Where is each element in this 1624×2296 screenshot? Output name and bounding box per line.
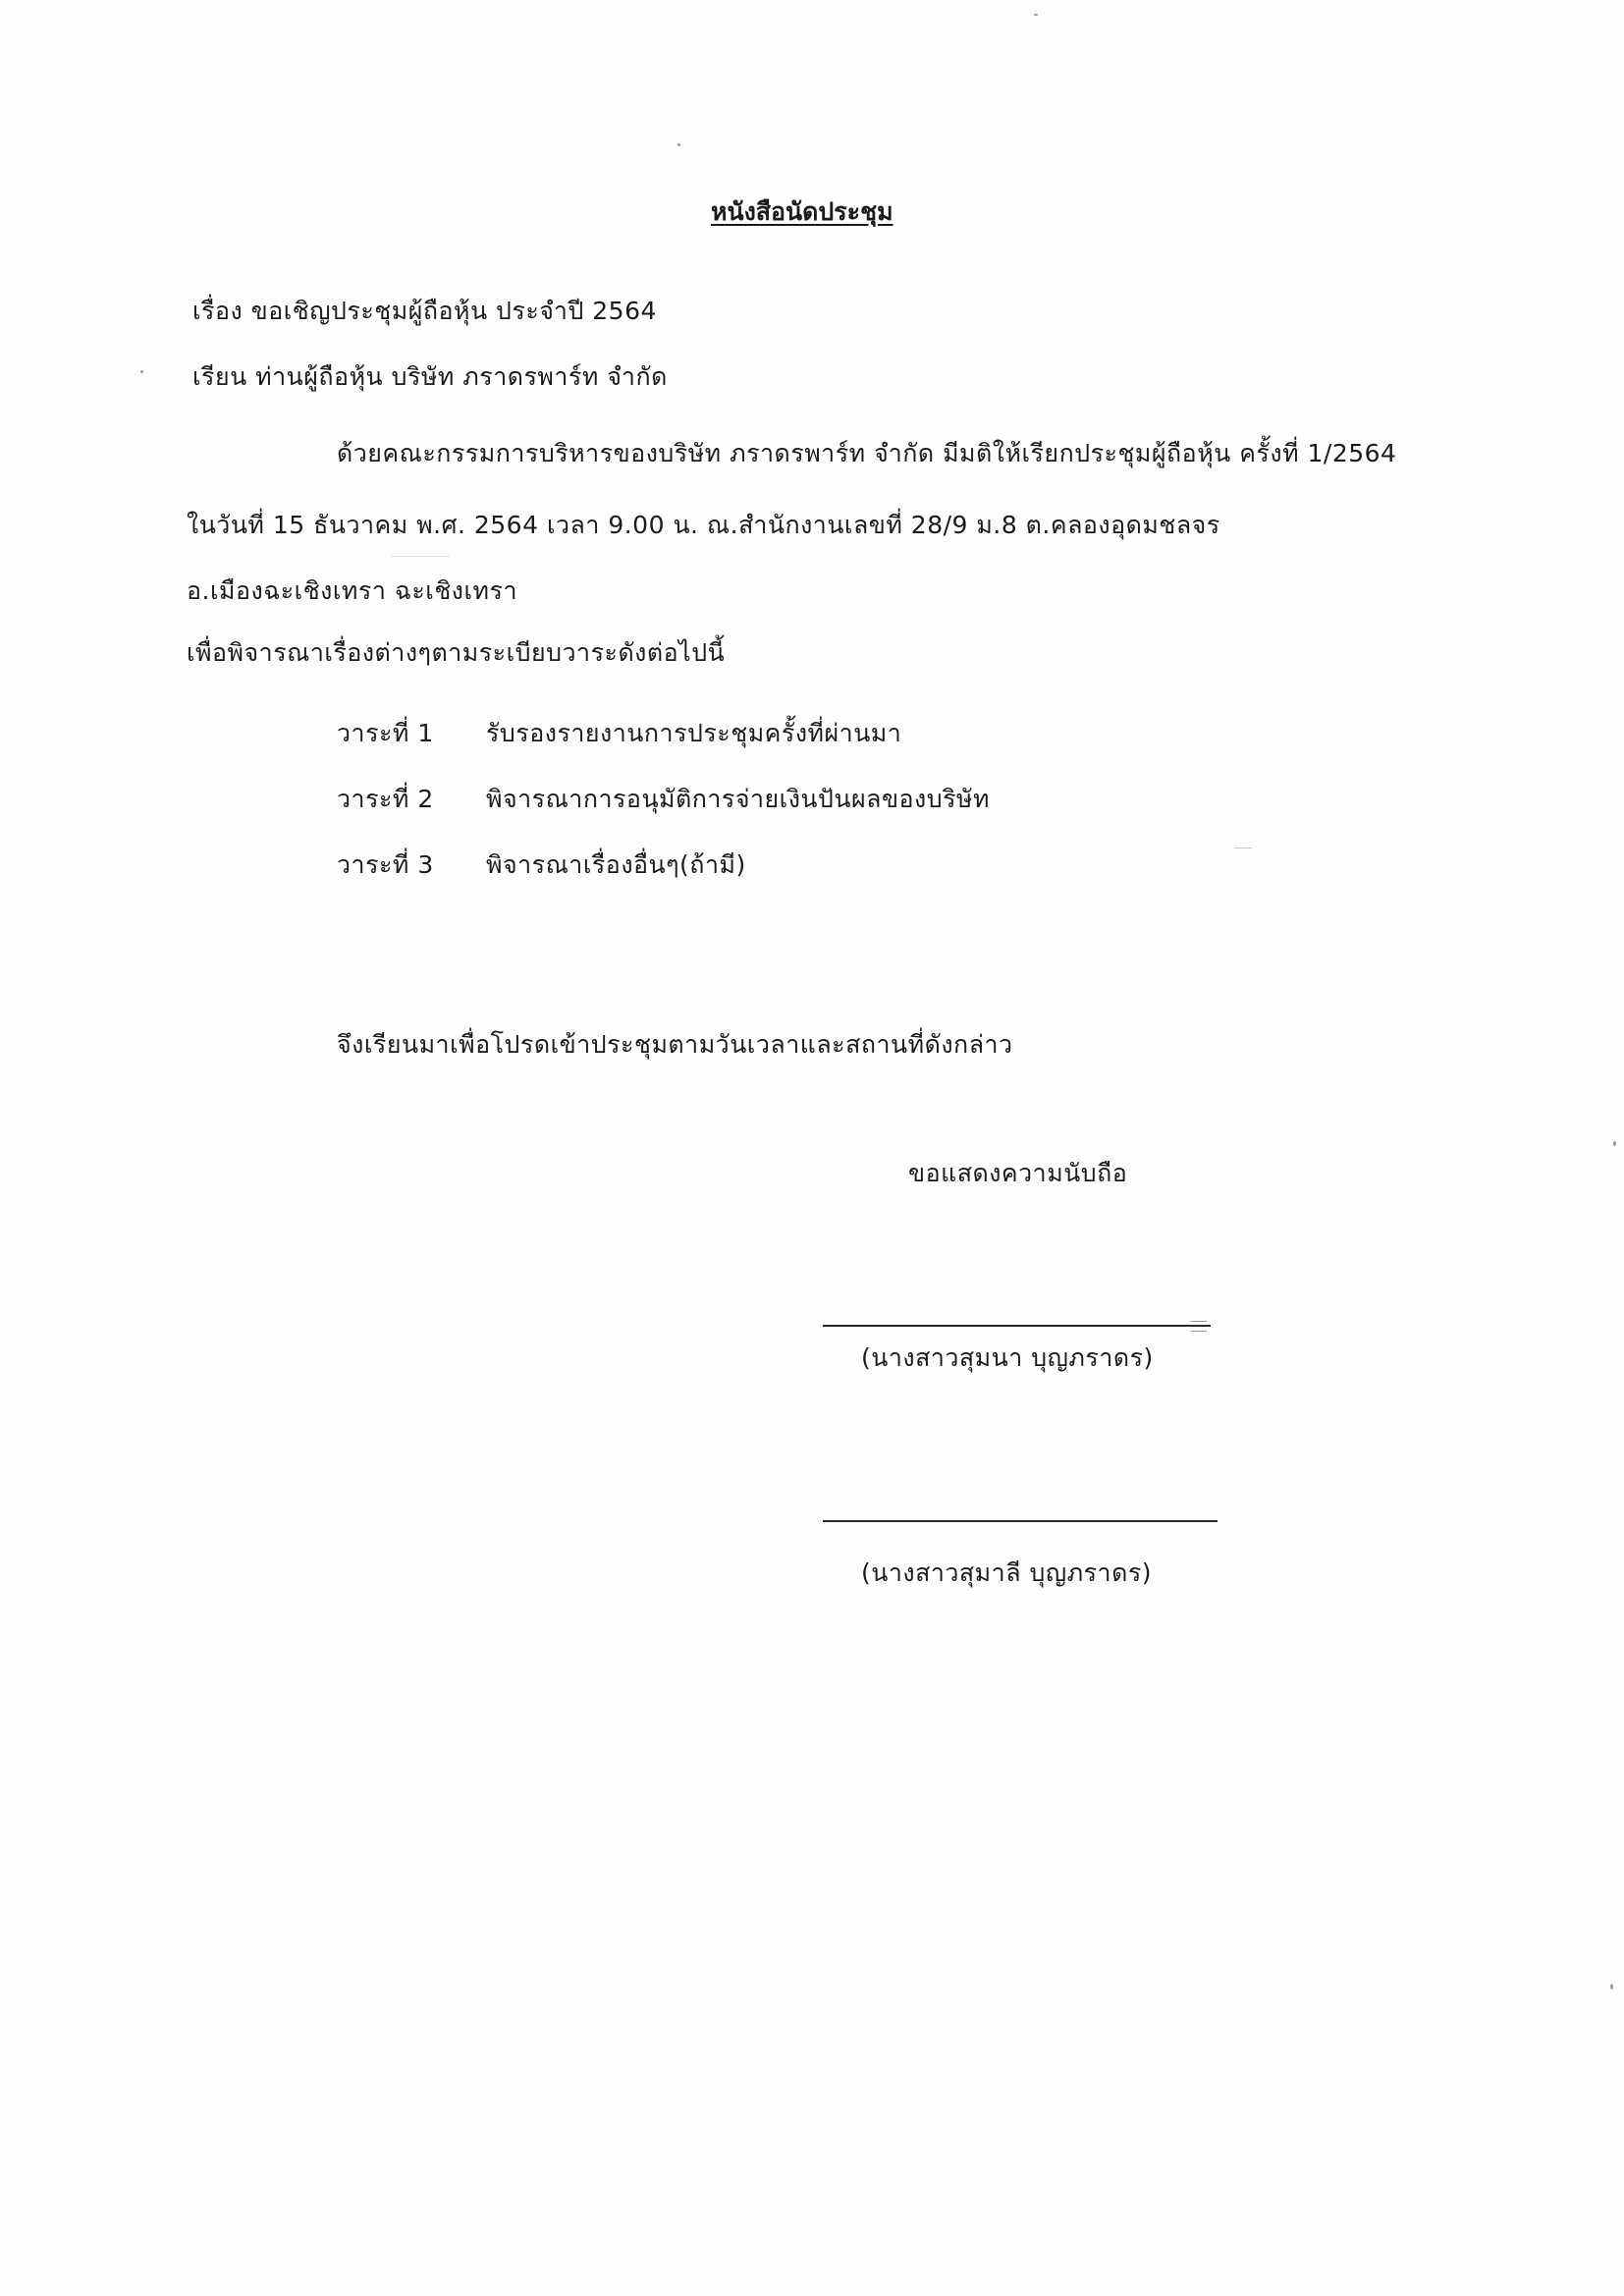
agenda-item-2-text: พิจารณาการอนุมัติการจ่ายเงินปันผลของบริษัท [486,785,991,813]
agenda-item-2-number: วาระที่ 2 [337,785,434,813]
body-line-3: อ.เมืองฉะเชิงเทรา ฉะเชิงเทรา [187,576,517,605]
body-line-4: เพื่อพิจารณาเรื่องต่างๆตามระเบียบวาระดังต่อไปนี้ [187,638,726,667]
body-line-1: ด้วยคณะกรรมการบริหารของบริษัท ภราดรพาร์ท จำกัด มีมติให้เรียกประชุมผู้ถือหุ้น ครั้งที่ 1/2564 [337,439,1397,467]
scan-speck [677,143,680,146]
addressee-line: เรียน ท่านผู้ถือหุ้น บริษัท ภราดรพาร์ท จำกัด [192,362,668,391]
agenda-item-3-number: วาระที่ 3 [337,850,434,879]
signature-line-1-mark [1191,1321,1207,1332]
document-title: หนังสือนัดประชุม [711,197,893,226]
scan-speck [1613,1141,1616,1146]
closing-line: จึงเรียนมาเพื่อโปรดเข้าประชุมตามวันเวลาและสถานที่ดังกล่าว [337,1030,1013,1059]
subject-line: เรื่อง ขอเชิญประชุมผู้ถือหุ้น ประจำปี 2564 [192,297,657,325]
agenda-item-3-text: พิจารณาเรื่องอื่นๆ(ถ้ามี) [486,850,746,879]
signature-line-1 [823,1325,1211,1327]
agenda-item-1-text: รับรองรายงานการประชุมครั้งที่ผ่านมา [486,719,902,747]
agenda-item-1-number: วาระที่ 1 [337,719,434,747]
scan-speck [140,370,143,373]
signature-line-2 [823,1520,1218,1522]
regards-line: ขอแสดงความนับถือ [908,1159,1128,1187]
body-line-2: ในวันที่ 15 ธันวาคม พ.ศ. 2564 เวลา 9.00 น. ณ.สำนักงานเลขที่ 28/9 ม.8 ต.คลองอุดมชลจร [187,511,1220,539]
signatory-2-name: (นางสาวสุมาลี บุญภราดร) [861,1558,1152,1587]
scan-scratch [1234,847,1252,848]
scan-speck [1034,14,1038,16]
scan-scratch [391,556,450,557]
scan-speck [1610,1984,1613,1990]
signatory-1-name: (นางสาวสุมนา บุญภราดร) [861,1343,1154,1372]
